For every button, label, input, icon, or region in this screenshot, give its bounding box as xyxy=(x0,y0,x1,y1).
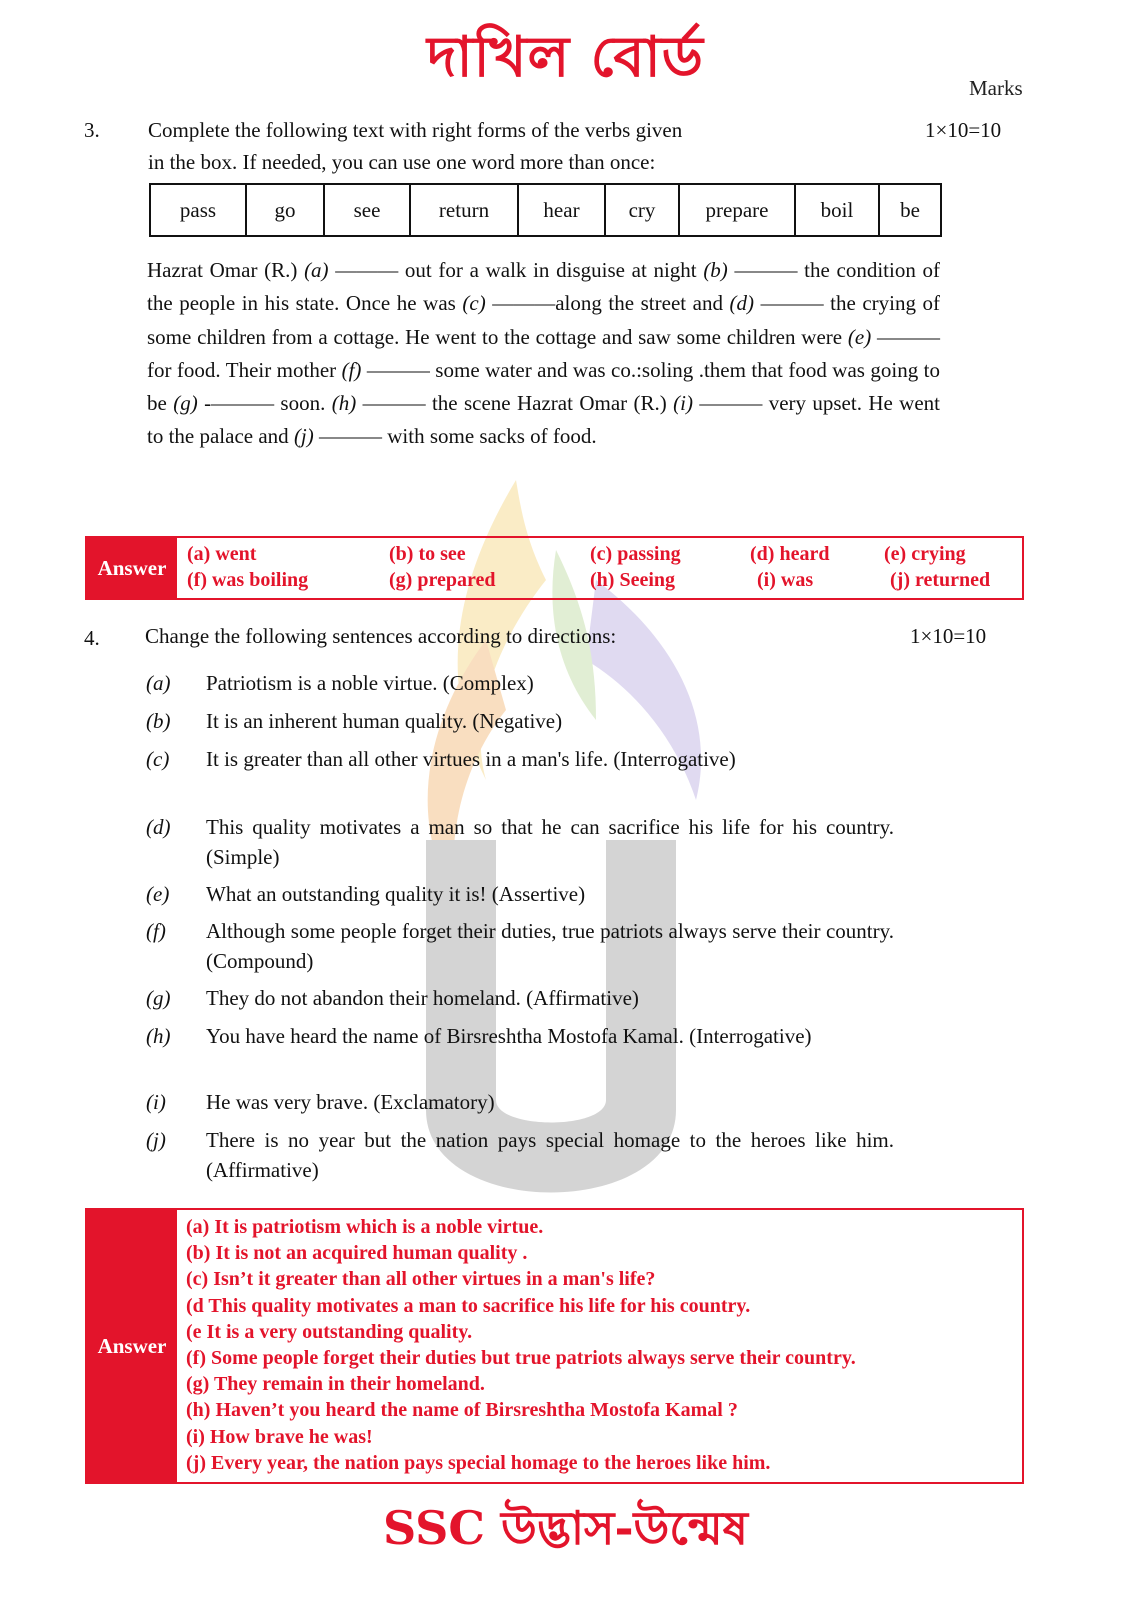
blank-marker: (h) xyxy=(331,391,357,416)
passage-text: ———along the street and xyxy=(485,291,730,316)
item-sentence: There is no year but the nation pays special homage to the heroes like him. (Affirmative) xyxy=(206,1128,894,1182)
verb-cell: go xyxy=(246,184,324,236)
verb-cell: prepare xyxy=(679,184,795,236)
passage-text: ——— the condition of the people in his state. Once he was xyxy=(147,258,940,316)
direction-item xyxy=(146,1125,894,1191)
answer-line: (f) Some people forget their duties but true patriots always serve their country. xyxy=(186,1347,856,1370)
item-sentence: It is greater than all other virtues in a man's life. (Interrogative) xyxy=(206,747,736,771)
direction-item xyxy=(146,812,894,879)
question-number: 3. xyxy=(84,118,100,142)
direction-item xyxy=(146,983,894,1021)
header-title: দাখিল বোর্ড xyxy=(426,25,705,90)
item-letter: (c) xyxy=(146,747,170,771)
item-sentence: He was very brave. (Exclamatory) xyxy=(206,1090,495,1114)
answer-list xyxy=(186,1214,1016,1476)
item-letter: (f) xyxy=(146,919,166,943)
passage-text: ——— with some sacks of food. xyxy=(313,424,597,449)
verb-cell: cry xyxy=(605,184,679,236)
passage-text: Hazrat Omar (R.) xyxy=(147,258,305,282)
verb-box xyxy=(149,183,942,237)
answer-item: (e) crying xyxy=(884,543,966,565)
blank-marker: (a) xyxy=(304,258,329,282)
direction-item xyxy=(146,706,894,744)
question-instruction: Change the following sentences according to directions: xyxy=(145,624,617,648)
answer-line: (b) It is not an acquired human quality . xyxy=(186,1242,528,1265)
question-marks: 1×10=10 xyxy=(910,624,987,648)
item-sentence: What an outstanding quality it is! (Assertive) xyxy=(206,882,586,906)
verb-cell: pass xyxy=(150,184,246,236)
verb-cell: boil xyxy=(795,184,879,236)
answer-item: (g) prepared xyxy=(389,569,496,591)
blank-marker: (g) xyxy=(173,391,198,416)
answer-label: Answer xyxy=(87,1210,177,1482)
instruction-line: in the box. If needed, you can use one word more than once: xyxy=(148,150,656,174)
verb-cell: hear xyxy=(518,184,605,236)
item-letter: (g) xyxy=(146,986,171,1010)
direction-item xyxy=(146,1087,894,1125)
direction-item xyxy=(146,744,894,812)
direction-item xyxy=(146,879,894,916)
blank-marker: (b) xyxy=(703,258,728,282)
answer-item: (b) to see xyxy=(389,543,466,565)
fill-in-passage xyxy=(147,254,940,454)
item-letter: (j) xyxy=(146,1128,166,1152)
question-instruction xyxy=(148,114,682,178)
answer-line: (g) They remain in their homeland. xyxy=(186,1373,485,1396)
answer-line: (d This quality motivates a man to sacrifice his life for his country. xyxy=(186,1294,751,1317)
answer-line: (h) Haven’t you heard the name of Birsreshtha Mostofa Kamal ? xyxy=(186,1399,738,1422)
answer-item: (d) heard xyxy=(750,543,830,565)
verb-cell: be xyxy=(879,184,941,236)
answer-line: (e It is a very outstanding quality. xyxy=(186,1320,473,1343)
footer-brand-title: SSC উদ্ভাস-উন্মেষ xyxy=(382,1501,749,1555)
item-letter: (b) xyxy=(146,709,171,733)
item-letter: (d) xyxy=(146,815,171,839)
item-sentence: This quality motivates a man so that he can sacrifice his life for his country. (Simple) xyxy=(206,815,894,869)
item-letter: (a) xyxy=(146,671,171,695)
instruction-line: Complete the following text with right forms of the verbs given xyxy=(148,118,683,142)
answer-item: (f) was boiling xyxy=(187,569,309,591)
passage-text: -——— soon. xyxy=(197,391,332,416)
answer-line: (i) How brave he was! xyxy=(186,1425,373,1448)
blank-marker: (j) xyxy=(293,424,314,449)
verb-cell: return xyxy=(410,184,518,236)
blank-marker: (f) xyxy=(341,357,362,382)
answer-box-q4 xyxy=(85,1208,1024,1484)
answer-item: (c) passing xyxy=(590,543,681,565)
passage-text: ——— the scene Hazrat Omar (R.) xyxy=(356,391,674,416)
passage-text: ——— for food. Their mother xyxy=(147,324,940,382)
item-sentence: Although some people forget their duties, true patriots always serve their country. (Compound) xyxy=(206,919,894,973)
item-letter: (h) xyxy=(146,1024,171,1048)
answer-item: (i) was xyxy=(757,569,814,591)
answer-box-q3 xyxy=(85,536,1024,600)
blank-marker: (c) xyxy=(462,291,486,316)
direction-list xyxy=(146,668,894,1191)
answer-item: (a) went xyxy=(187,543,257,565)
answer-item: (j) returned xyxy=(890,569,991,591)
item-sentence: Patriotism is a noble virtue. (Complex) xyxy=(206,671,534,695)
item-sentence: They do not abandon their homeland. (Affirmative) xyxy=(206,986,639,1010)
answer-line: (c) Isn’t it greater than all other virtues in a man's life? xyxy=(186,1268,656,1291)
blank-marker: (d) xyxy=(729,291,755,316)
item-sentence: It is an inherent human quality. (Negative) xyxy=(206,709,563,733)
passage-text: ——— very upset. He went to the palace and xyxy=(147,391,940,449)
marks-column-label: Marks xyxy=(969,76,1023,100)
question-marks: 1×10=10 xyxy=(925,118,1002,142)
direction-item xyxy=(146,668,894,706)
question-number: 4. xyxy=(84,626,100,650)
verb-cell: see xyxy=(324,184,410,236)
item-sentence: You have heard the name of Birsreshtha Mostofa Kamal. (Interrogative) xyxy=(206,1024,812,1048)
passage-text: ——— some water and was co.:soling .them that food was going to be xyxy=(147,357,940,416)
passage-text: ——— the crying of some children from a cottage. He went to the cottage and saw some children were xyxy=(147,291,941,349)
blank-marker: (i) xyxy=(673,391,693,416)
answer-item: (h) Seeing xyxy=(590,569,675,591)
answer-line: (j) Every year, the nation pays special homage to the heroes like him. xyxy=(186,1451,771,1474)
passage-text: ——— out for a walk in disguise at night xyxy=(328,258,704,282)
answer-line: (a) It is patriotism which is a noble virtue. xyxy=(186,1216,544,1238)
direction-item xyxy=(146,1021,894,1087)
item-letter: (i) xyxy=(146,1090,166,1114)
item-letter: (e) xyxy=(146,882,170,906)
direction-item xyxy=(146,916,894,983)
answer-label: Answer xyxy=(87,538,177,598)
blank-marker: (e) xyxy=(847,324,872,349)
